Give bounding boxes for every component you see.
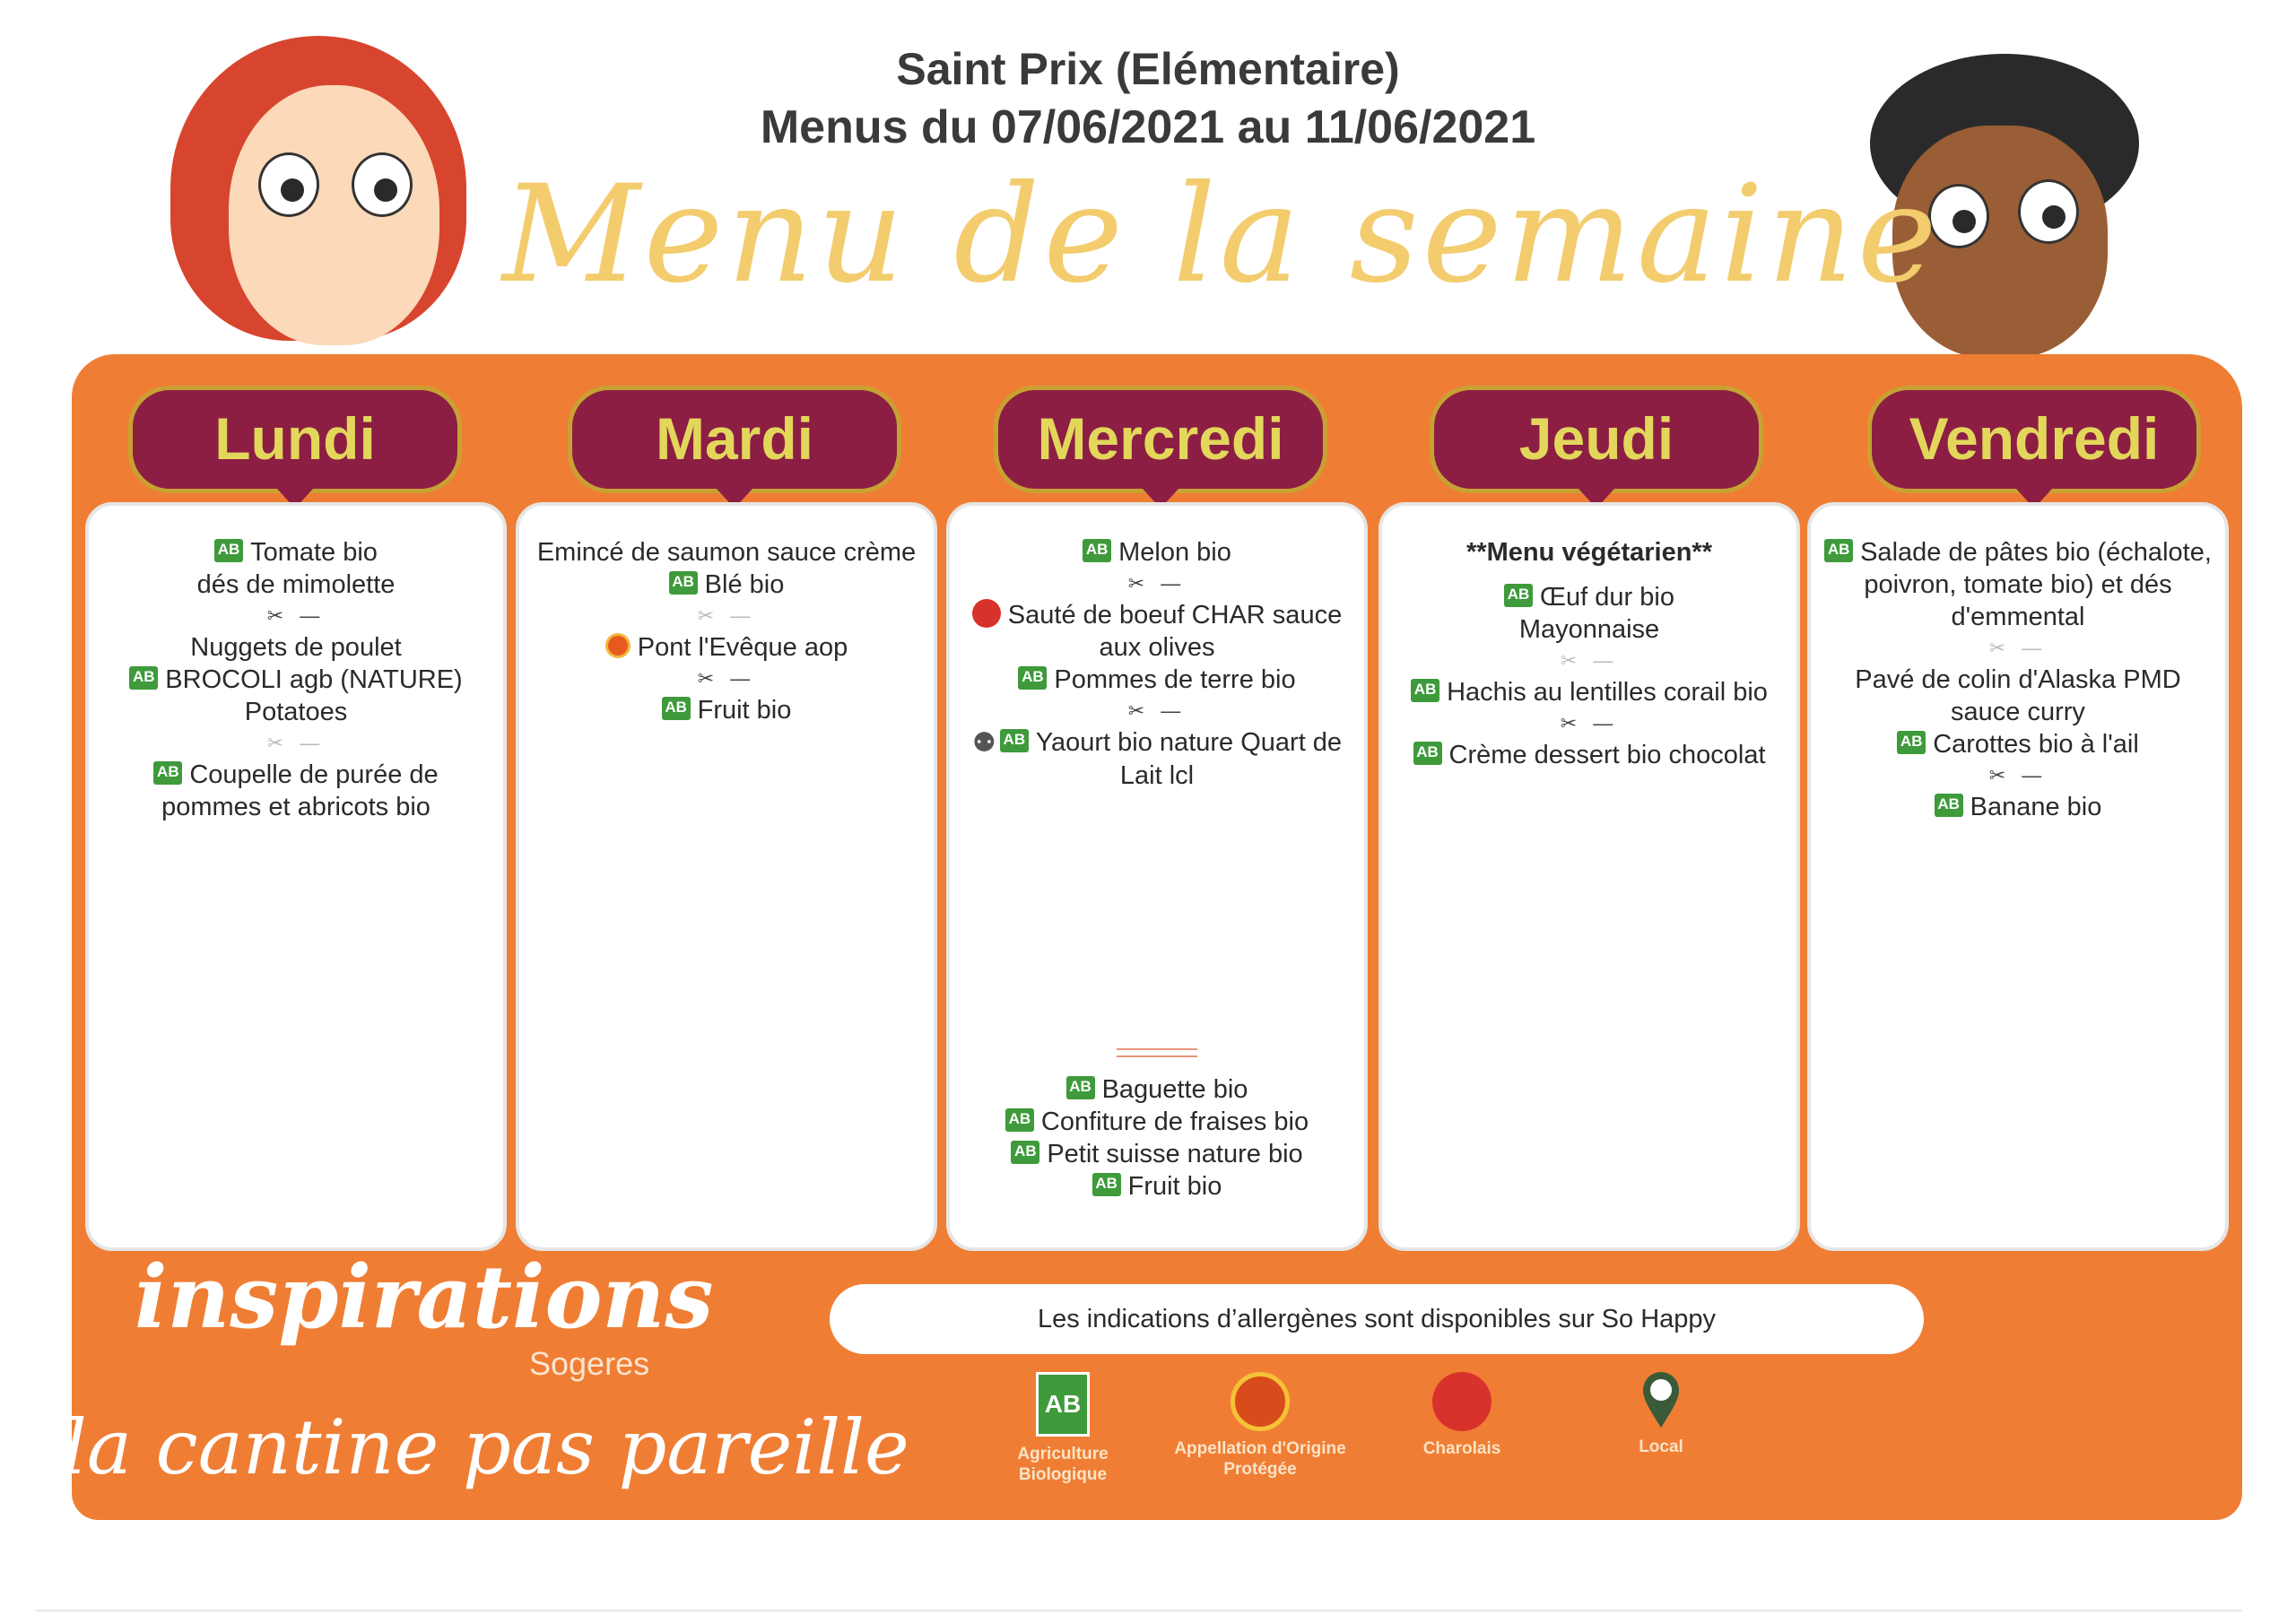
menu-item [101,664,491,696]
ab-icon: AB [1000,729,1029,752]
menu-item-text: Crème dessert bio chocolat [1448,741,1766,769]
day-column-lundi [85,502,507,1251]
day-tab-lundi: Lundi [128,386,462,493]
ab-icon: AB [1504,584,1533,607]
brand-sub: Sogeres [529,1345,650,1382]
menu-item [950,1138,1364,1170]
menu-item-text: Emincé de saumon sauce crème [536,538,917,567]
legend-charolais [1372,1372,1552,1459]
menu-item-text: Banane bio [1970,793,2102,821]
menu-item-text: Sauté de boeuf CHAR sauce aux olives [1007,601,1343,662]
menu-item [950,1073,1364,1106]
menu-item-text: Pont l'Evêque aop [637,633,848,662]
menu-item [1395,581,1784,613]
school-title: Saint Prix (Elémentaire) [896,44,1400,94]
ab-icon: AB [1011,1141,1039,1164]
menu-item [532,694,921,726]
menu-item-text: Hachis au lentilles corail bio [1447,678,1768,707]
day-column-jeudi [1378,502,1800,1251]
menu-item [101,759,491,823]
charolais-logo-icon [1432,1372,1492,1431]
local-pin-icon: ⚉ [971,728,996,759]
day-tab-mardi: Mardi [568,386,901,493]
charolais-icon [972,599,1001,628]
menu-item [1395,676,1784,708]
menu-item [1395,739,1784,771]
legend-ab [973,1372,1152,1485]
menu-item-text: dés de mimolette [196,570,396,599]
course-separator: ✂ — [697,667,756,690]
ab-icon: AB [153,761,182,785]
course-separator: ✂ — [1127,572,1187,595]
menu-item-text: Confiture de fraises bio [1040,1107,1309,1136]
menu-item-text: Blé bio [704,570,785,599]
menu-item-text: Coupelle de purée de pommes et abricots bio [161,760,439,821]
page-bottom-line [36,1610,2242,1611]
ab-icon: AB [662,697,691,720]
course-separator: ✂ — [266,604,326,627]
script-title: Menu de la semaine [502,157,1941,313]
aop-icon [605,633,631,658]
day-column-mardi [516,502,937,1251]
girl-eye-right [352,152,413,217]
menu-item [1823,536,2213,633]
aop-logo-icon [1231,1372,1290,1431]
ab-icon: AB [1092,1173,1121,1196]
course-separator: ✂ — [1988,764,2048,786]
ab-logo-icon: AB [1036,1372,1090,1437]
menu-dates: Menus du 07/06/2021 au 11/06/2021 [760,101,1536,153]
ab-icon: AB [1413,742,1442,765]
menu-item-text: Tomate bio [250,538,378,567]
menu-item-text: Pavé de colin d'Alaska PMD sauce curry [1855,665,2181,726]
menu-item-text: Yaourt bio nature Quart de Lait lcl [1035,728,1343,791]
menu-item-text: Œuf dur bio [1540,583,1674,612]
menu-item-text: Pommes de terre bio [1054,665,1296,694]
menu-item [532,536,921,569]
menu-item-text: BROCOLI agb (NATURE) [165,665,463,694]
menu-item [962,726,1352,792]
menu-item-text: Baguette bio [1101,1075,1248,1104]
allergen-notice: Les indications d’allergènes sont disponibles sur So Happy [830,1284,1924,1354]
legend-label: Local [1639,1437,1683,1456]
menu-item [962,536,1352,569]
boy-eye-right [2018,179,2079,244]
menu-item [101,569,491,601]
course-separator: ✂ — [1988,637,2048,659]
menu-item-text: Fruit bio [1127,1172,1222,1201]
ab-icon: AB [1018,666,1047,690]
menu-item [950,1106,1364,1138]
legend-label: Appellation d'Origine Protégée [1174,1439,1346,1479]
legend-local [1571,1372,1751,1457]
menu-item [532,631,921,664]
menu-item [1823,728,2213,760]
legend-label: Charolais [1422,1439,1501,1458]
day-tab-jeudi: Jeudi [1430,386,1763,493]
snack-divider [1117,1048,1197,1057]
menu-item [962,599,1352,664]
menu-item [962,664,1352,696]
menu-item-text: Mayonnaise [1518,615,1660,644]
spacer [1395,569,1784,581]
course-separator: ✂ — [1560,649,1619,672]
menu-item [950,1170,1364,1203]
menu-item-text: Potatoes [244,698,348,726]
ab-icon: AB [1005,1108,1034,1132]
course-separator: ✂ — [266,732,326,754]
menu-item-text: Fruit bio [697,696,792,725]
menu-item-text: Petit suisse nature bio [1047,1140,1303,1168]
course-separator: ✂ — [697,604,756,627]
menu-item-text: **Menu végétarien** [1466,538,1712,567]
ab-icon: AB [1935,794,1963,817]
legend-label: Agriculture Biologique [1017,1445,1109,1484]
menu-item [101,631,491,664]
day-tab-mercredi: Mercredi [994,386,1327,493]
local-logo-icon [1643,1372,1679,1429]
menu-item [101,696,491,728]
girl-eye-left [258,152,319,217]
menu-item-text: Nuggets de poulet [190,633,402,662]
menu-item-text: Salade de pâtes bio (échalote, poivron, tomate bio) et dés d'emmental [1860,538,2212,631]
day-column-vendredi [1807,502,2229,1251]
course-separator: ✂ — [1560,712,1619,734]
snack-section [950,1048,1364,1203]
course-separator: ✂ — [1127,699,1187,722]
ab-icon: AB [1824,539,1853,562]
menu-item [1395,536,1784,569]
ab-icon: AB [1083,539,1111,562]
brand-slogan: la cantine pas pareille [63,1403,909,1491]
brand-logo: inspirations [135,1246,714,1348]
menu-item-text: Melon bio [1118,538,1231,567]
menu-item [101,536,491,569]
ab-icon: AB [214,539,243,562]
menu-item [1395,613,1784,646]
ab-icon: AB [1066,1076,1095,1099]
day-column-mercredi [946,502,1368,1251]
day-tab-vendredi: Vendredi [1867,386,2201,493]
legend-aop [1170,1372,1350,1480]
ab-icon: AB [1897,731,1926,754]
ab-icon: AB [669,571,698,595]
menu-item [1823,664,2213,728]
menu-item-text: Carottes bio à l'ail [1933,730,2139,759]
menu-item [1823,791,2213,823]
ab-icon: AB [129,666,158,690]
ab-icon: AB [1411,679,1439,702]
menu-item [532,569,921,601]
